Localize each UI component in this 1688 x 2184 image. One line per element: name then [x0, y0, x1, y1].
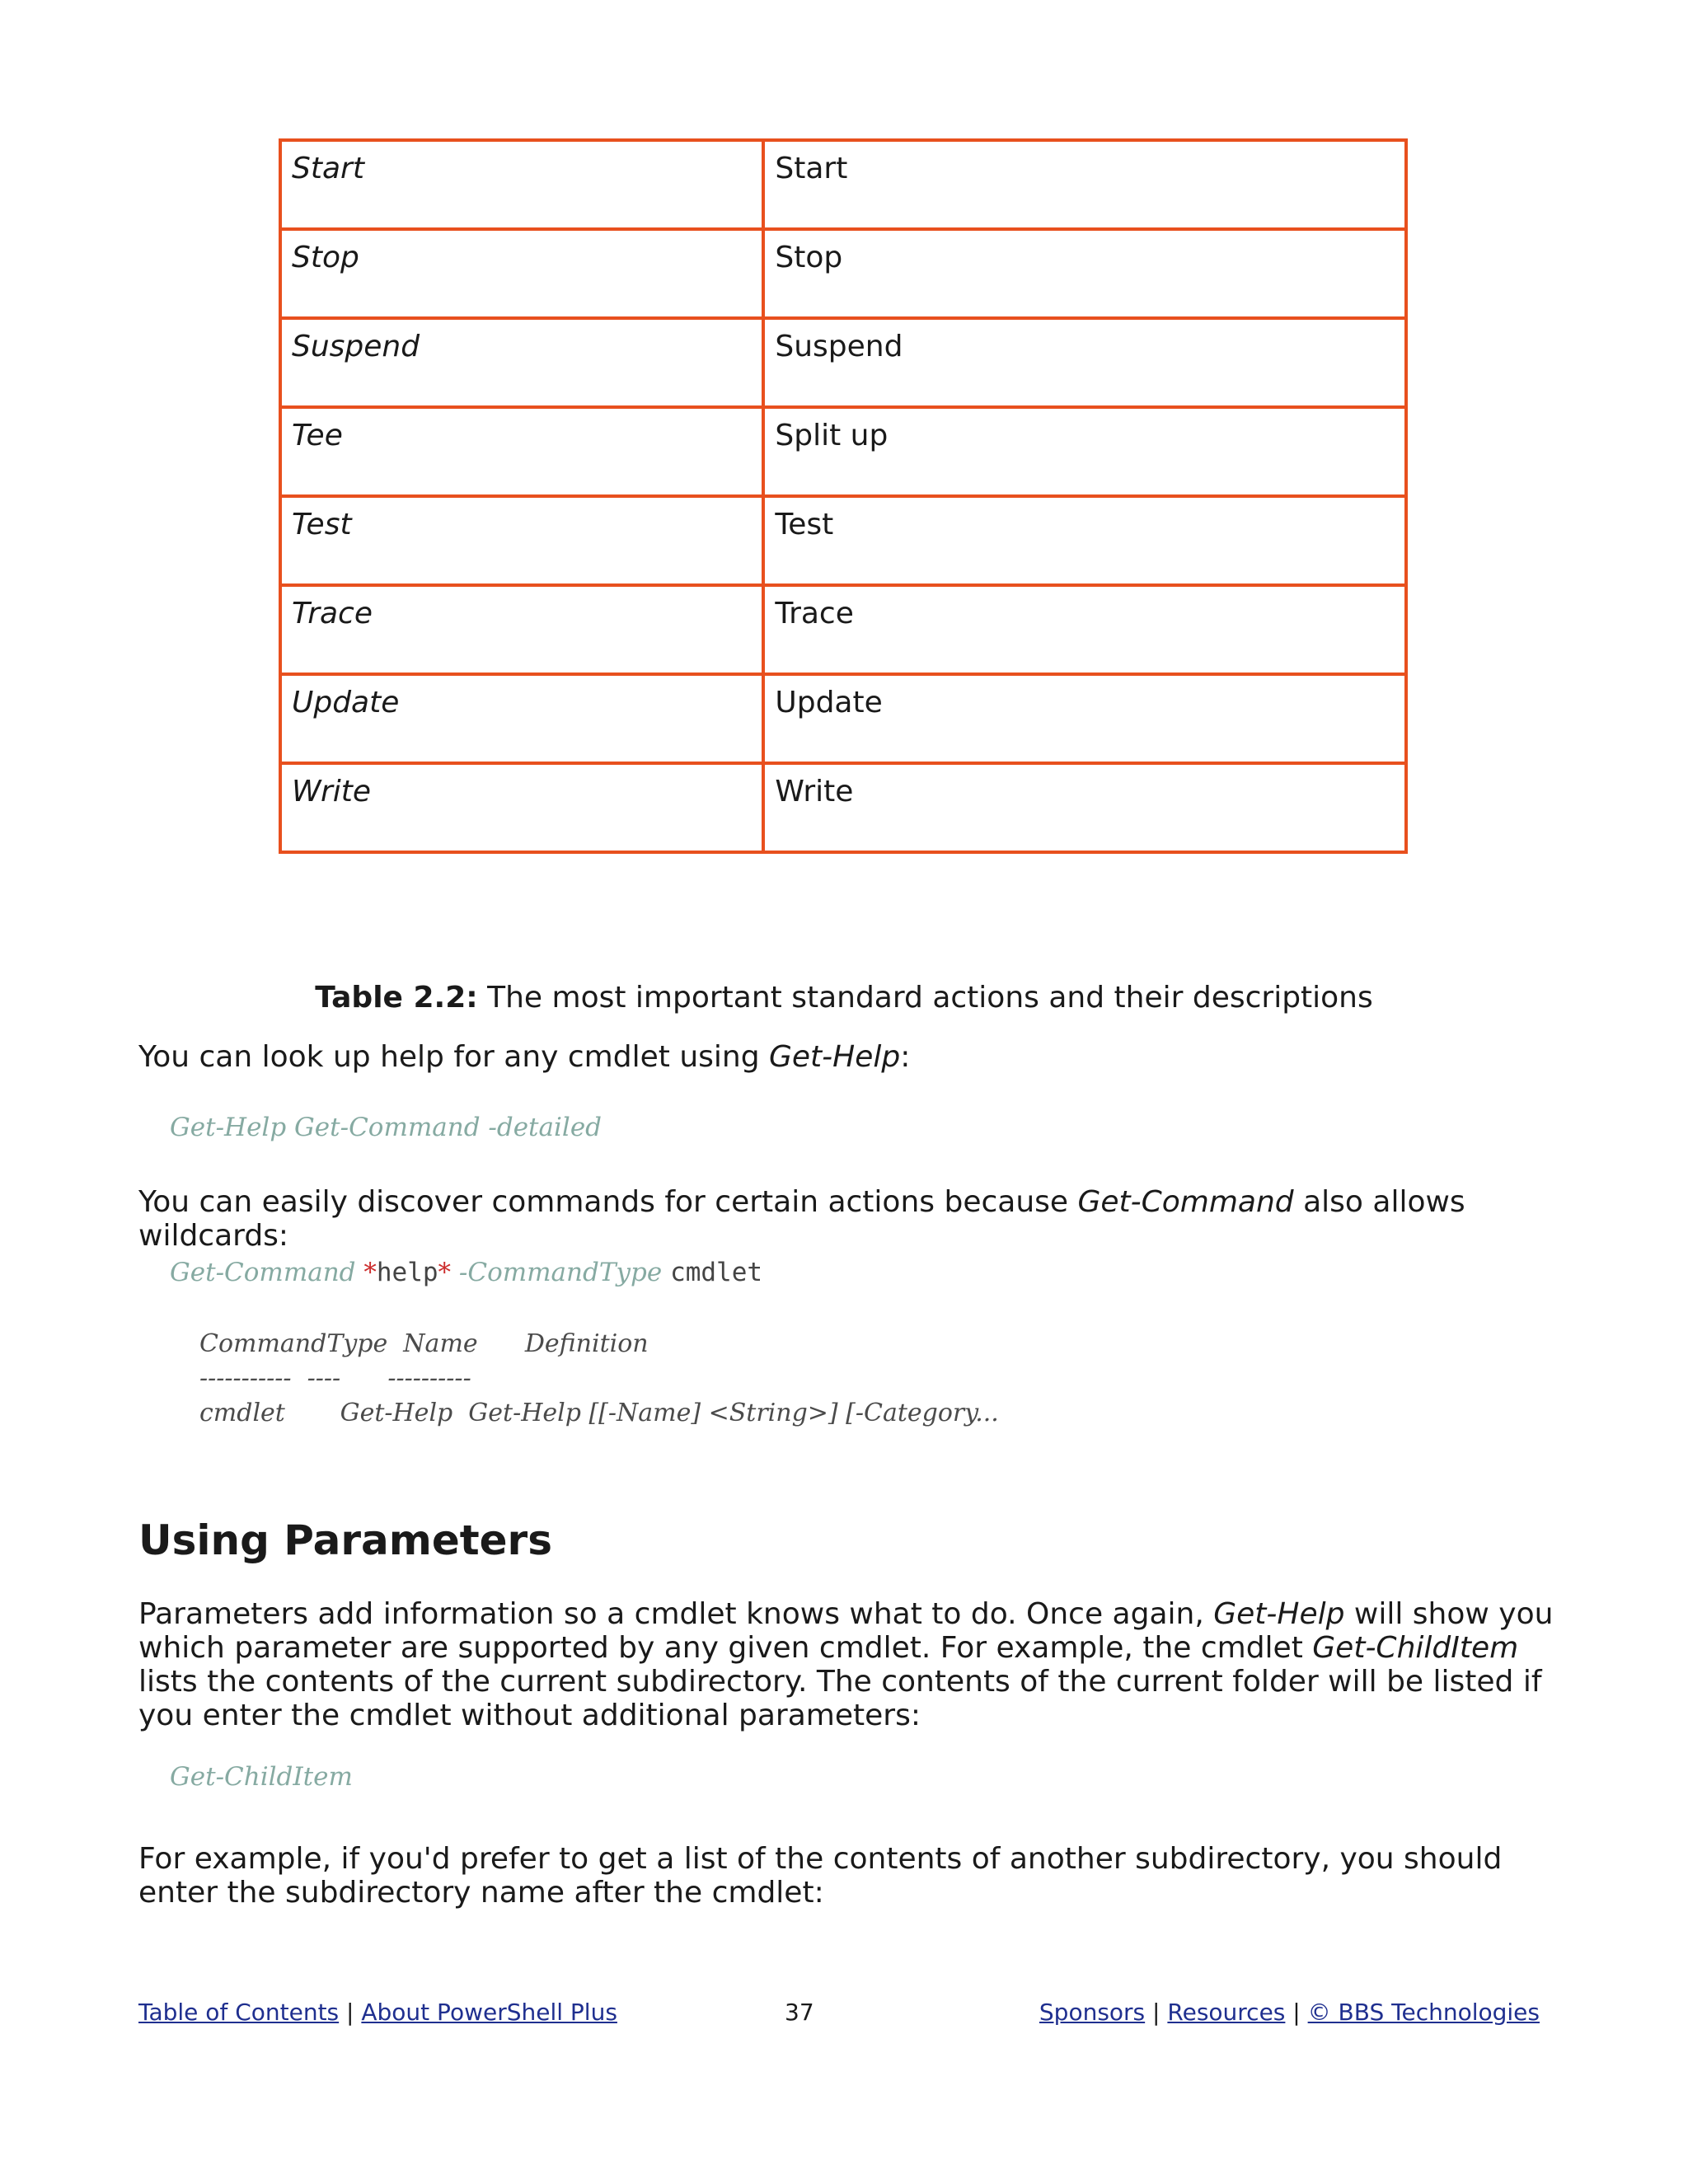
code-token: * [438, 1258, 452, 1287]
description-cell: Suspend [763, 318, 1406, 407]
description-cell: Trace [763, 585, 1406, 674]
table-of-contents-link[interactable]: Table of Contents [138, 1999, 340, 2026]
paragraph-get-help [138, 1040, 1556, 1074]
cmdlet-name: Get-ChildItem [1312, 1631, 1519, 1665]
text: also allows wildcards: [138, 1185, 1465, 1253]
cmdlet-name: Get-Help [1213, 1597, 1345, 1631]
code-get-help: Get-Help Get-Command -detailed [170, 1113, 603, 1142]
caption-label: Table 2.2: [315, 981, 478, 1015]
text: : [900, 1040, 911, 1074]
description-cell: Update [763, 674, 1406, 763]
code-token: -CommandType [451, 1258, 671, 1287]
copyright-link[interactable]: © BBS Technologies [1307, 1999, 1540, 2026]
separator: | [339, 1999, 362, 2026]
description-cell: Test [763, 496, 1406, 585]
verb-cell: Stop [280, 229, 763, 318]
verb-cell: Tee [280, 407, 763, 496]
command-output [199, 1327, 999, 1431]
table-row [280, 229, 1406, 318]
table-row [280, 674, 1406, 763]
code-get-command [170, 1258, 762, 1287]
output-rule: ----------- ---- ---------- [199, 1364, 471, 1393]
standard-actions-table [279, 138, 1408, 854]
paragraph-parameters [138, 1597, 1556, 1732]
text: lists the contents of the current subdirectory. The contents of the current folder will be listed if you enter the cmdlet without additional parameters: [138, 1665, 1542, 1732]
table-row [280, 763, 1406, 852]
table-row [280, 318, 1406, 407]
text: Parameters add information so a cmdlet knows what to do. Once again, [138, 1597, 1214, 1631]
about-powershell-plus-link[interactable]: About PowerShell Plus [361, 1999, 617, 2026]
page-number: 37 [785, 1999, 814, 2026]
paragraph-subdirectory: For example, if you'd prefer to get a list of the contents of another subdirectory, you should enter the subdirectory name after the cmdlet: [138, 1842, 1503, 1910]
text: will show you which parameter are supported by any given cmdlet. For example, the cmdlet [138, 1597, 1554, 1665]
text: You can easily discover commands for certain actions because [138, 1185, 1078, 1219]
table-row [280, 407, 1406, 496]
code-token: help [376, 1258, 438, 1287]
code-get-childitem: Get-ChildItem [170, 1762, 353, 1792]
verb-cell: Trace [280, 585, 763, 674]
paragraph-wildcards [138, 1185, 1556, 1253]
verb-cell: Test [280, 496, 763, 585]
code-token: * [363, 1258, 377, 1287]
verb-cell: Suspend [280, 318, 763, 407]
cmdlet-name: Get-Command [1077, 1185, 1294, 1219]
verb-cell: Write [280, 763, 763, 852]
output-header: CommandType Name Definition [199, 1329, 649, 1358]
resources-link[interactable]: Resources [1167, 1999, 1286, 2026]
output-row: cmdlet Get-Help Get-Help [[-Name] <String>] [-Category... [199, 1399, 999, 1427]
text: You can look up help for any cmdlet using [138, 1040, 769, 1074]
section-heading: Using Parameters [138, 1516, 552, 1564]
caption-text: The most important standard actions and their descriptions [477, 981, 1373, 1015]
sponsors-link[interactable]: Sponsors [1039, 1999, 1146, 2026]
cmdlet-name: Get-Help [769, 1040, 901, 1074]
code-token: cmdlet [670, 1258, 763, 1287]
verb-cell: Start [280, 140, 763, 229]
footer-right [1039, 1999, 1540, 2026]
separator: | [1145, 1999, 1168, 2026]
code-token: Get-Command [170, 1258, 364, 1287]
footer-left [138, 1999, 617, 2026]
table-row [280, 140, 1406, 229]
description-cell: Write [763, 763, 1406, 852]
table-row [280, 585, 1406, 674]
table-caption [0, 981, 1688, 1015]
description-cell: Start [763, 140, 1406, 229]
description-cell: Stop [763, 229, 1406, 318]
verb-cell: Update [280, 674, 763, 763]
table-row [280, 496, 1406, 585]
separator: | [1285, 1999, 1308, 2026]
description-cell: Split up [763, 407, 1406, 496]
